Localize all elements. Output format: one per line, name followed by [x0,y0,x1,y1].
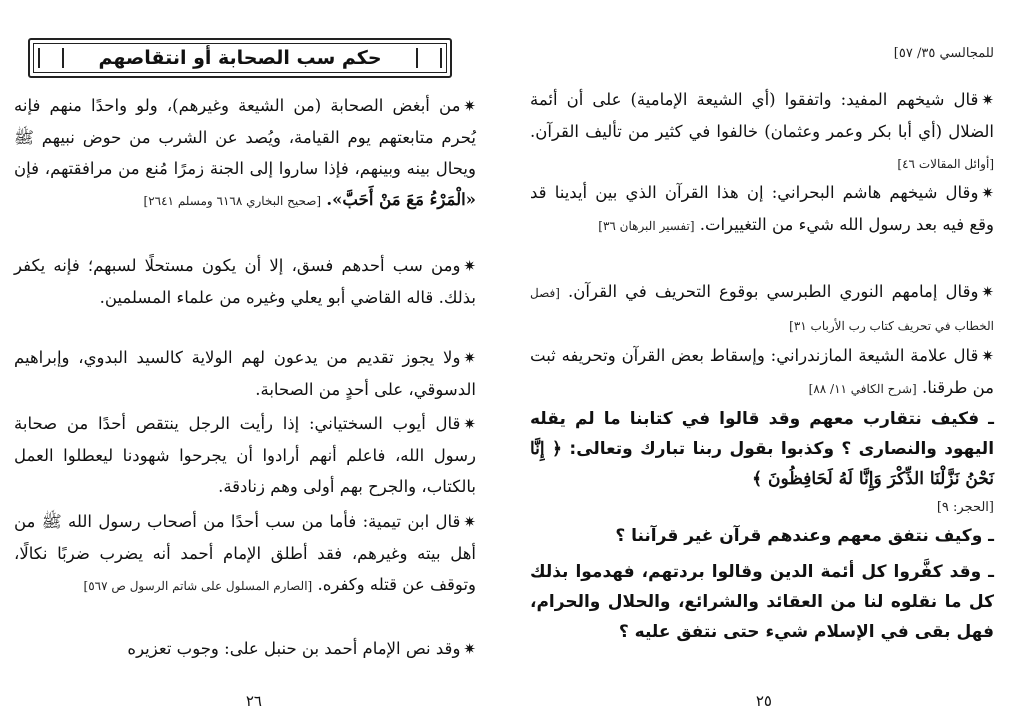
star-bullet-icon: ✷ [981,91,994,109]
paragraph-text: وقال إمامهم النوري الطبرسي بوقوع التحريف في القرآن. [568,282,979,301]
star-bullet-icon: ✷ [981,347,994,365]
paragraph-mazandarani [530,340,994,405]
bold-text: ـ فكيف نتقارب معهم وقد قالوا في كتابنا ما لم يقله اليهود والنصارى ؟ وكذبوا بقول ربنا تبارك وتعالى: [530,409,995,459]
citation: [فصل الخطاب في تحريف كتاب رب الأرباب ٣١] [530,286,994,333]
paragraph-insult [14,250,476,313]
paragraph-text: قال أيوب السختياني: إذا رأيت الرجل ينتقص أحدًا من صحابة رسول الله، فاعلم أنهم أرادوا أن يجرحوا شهودنا ليعطلوا العمل بالكتاب، والجرح بهم أولى وهم زنادقة. [14,414,476,496]
paragraph-ayyub [14,408,476,502]
section-title: حكم سب الصحابة أو انتقاصهم [98,47,382,69]
citation: [الصارم المسلول على شاتم الرسول ص ٥٦٧] [83,579,313,593]
section-title-frame [28,38,452,78]
star-bullet-icon: ✷ [463,97,476,115]
bold-block-apostasy: ـ وقد كفَّروا كل أئمة الدين وقالوا بردتهم، فهدموا بذلك كل ما نقلوه لنا من العقائد والشرائع، والحلال والحرام، فهل بقى في الإسلام شيء حتى نتفق عليه ؟ [530,562,994,642]
paragraph-text: من أبغض الصحابة (من الشيعة وغيرهم)، ولو واحدًا منهم فإنه يُحرم متابعتهم يوم القيامة، ويُصد عن الشرب من حوض نبيهم ﷺ ويحال بينه وبينهم، فإذا ساروا إلى الجنة زمرًا مُنع من مرافقتهم، فإن [14,96,476,178]
star-bullet-icon: ✷ [463,415,476,433]
ornament-icon [38,48,64,68]
paragraph-sahaba-hate [14,90,476,217]
right-page [530,0,1000,721]
citation: [شرح الكافي ١١/ ٨٨] [808,382,917,396]
paragraph-mufid [530,84,994,180]
quran-verse: ﴿ إِنَّا نَحْنُ نَزَّلْنَا الذِّكْرَ وَإِنَّا لَهُ لَحَافِظُونَ ﴾ [530,439,994,489]
paragraph-bahrani [530,177,994,242]
star-bullet-icon: ✷ [463,513,476,531]
header-reference: للمجالسي ٣٥/ ٥٧] [893,46,994,61]
paragraph-text: قال ابن تيمية: فأما من سب أحدًا من أصحاب رسول الله ﷺ من أهل بيته وغيرهم، فقد أطلق الإمام أحمد أنه يضرب ضربًا نكالًا، وتوقف عن قتله وكفره. [14,512,476,594]
verse-reference: [الحجر: ٩] [936,500,994,515]
left-page [14,0,490,721]
star-bullet-icon: ✷ [981,283,994,301]
hadith-quote: «الْمَرْءُ مَعَ مَنْ أَحَبَّ». [326,190,476,209]
citation: [تفسير البرهان ٣٦] [598,219,695,233]
star-bullet-icon: ✷ [463,257,476,275]
bold-block-quran [530,404,994,494]
paragraph-ibn-taymiyya [14,506,476,602]
citation: [أوائل المقالات ٤٦] [897,157,994,171]
paragraph-text: ولا يجوز تقديم من يدعون لهم الولاية كالسيد البدوي، وإبراهيم الدسوقي، على أحدٍ من الصحابة. [14,348,476,399]
ornament-icon [416,48,442,68]
citation: [صحيح البخاري ٦١٦٨ ومسلم ٢٦٤١] [143,194,322,208]
paragraph-text: قال علامة الشيعة المازندراني: وإسقاط بعض القرآن وتحريفه ثبت من طرقنا. [530,346,994,397]
paragraph-wilaya [14,342,476,405]
star-bullet-icon: ✷ [463,640,476,658]
paragraph-text: ومن سب أحدهم فسق، إلا أن يكون مستحلًا لسبهم؛ فإنه يكفر بذلك. قاله القاضي أبو يعلي وغيره من علماء المسلمين. [14,256,476,307]
page-number: ٢٦ [245,692,262,710]
paragraph-text: قال شيخهم المفيد: واتفقوا (أي الشيعة الإمامية) على أن أئمة الضلال (أي أبا بكر وعمر وعثمان) خالفوا في كثير من تأليف القرآن. [530,90,994,141]
paragraph-text: وقال شيخهم هاشم البحراني: إن هذا القرآن الذي بين أيدينا قد وقع فيه بعد رسول الله شيء من التغييرات. [530,183,994,234]
paragraph-text: وقد نص الإمام أحمد بن حنبل على: وجوب تعزيره [127,639,461,658]
star-bullet-icon: ✷ [463,349,476,367]
paragraph-ahmad [14,633,476,665]
page-number: ٢٥ [755,692,772,710]
bold-block-question: ـ وكيف نتفق معهم وعندهم قرآن غير قرآننا ؟ [615,526,994,546]
paragraph-nuri [530,276,994,342]
star-bullet-icon: ✷ [981,184,994,202]
